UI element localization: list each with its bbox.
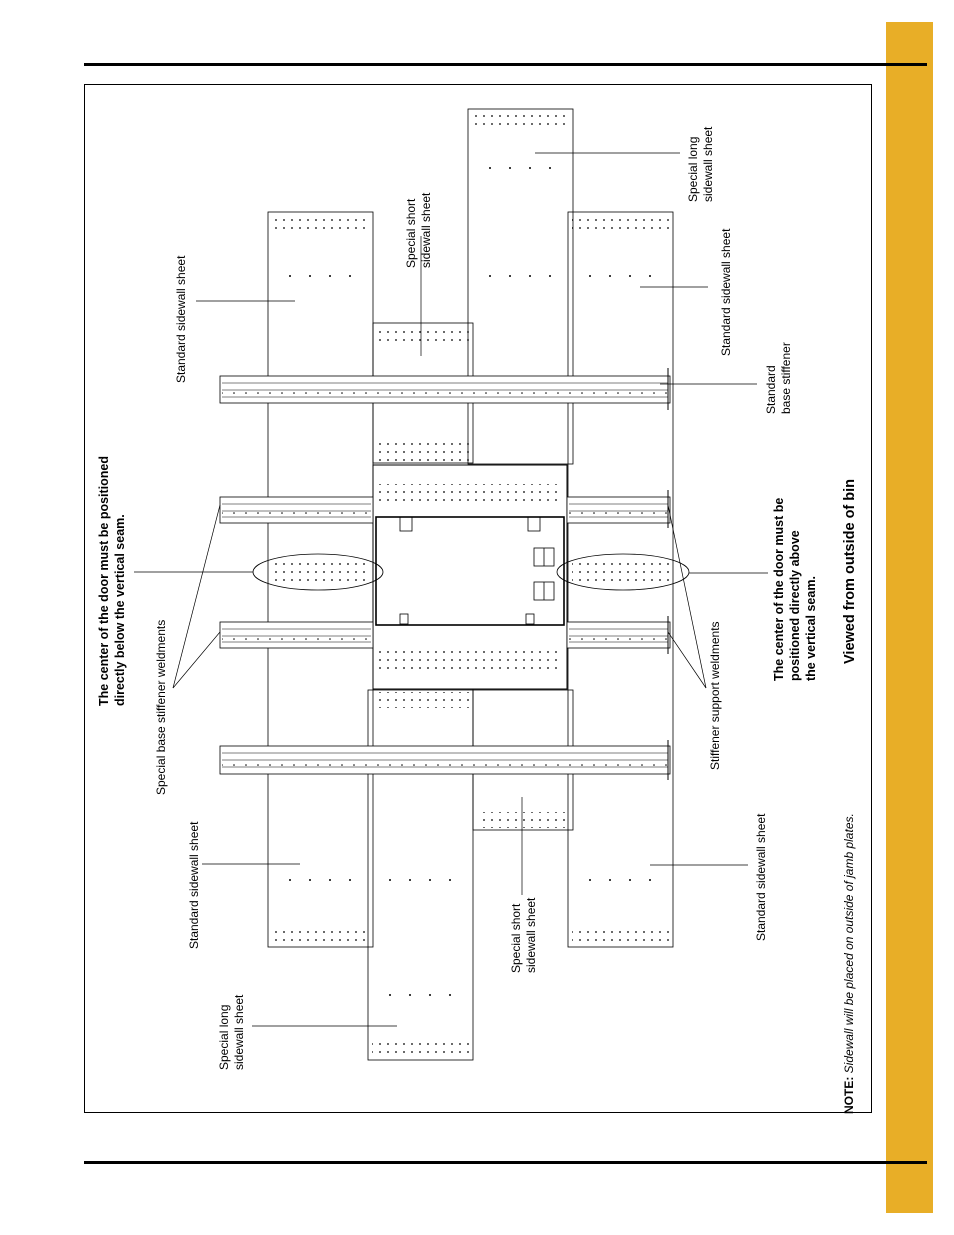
label-standard-sidewall-top-left: Standard sidewall sheet — [174, 255, 188, 383]
stiffener-support-lower — [567, 622, 670, 648]
label-standard-base-stiffener: Standard base stiffener — [764, 342, 793, 414]
label-special-long-bottom: Special long sidewall sheet — [217, 994, 246, 1070]
label-door-center-above: The center of the door must be positioned directly above the vertical seam. — [772, 497, 818, 681]
note-text: Sidewall will be placed on outside of jamb plates. — [842, 813, 856, 1077]
label-standard-sidewall-top-right: Standard sidewall sheet — [719, 228, 733, 356]
special-long-sidewall-sheet-top — [468, 109, 573, 464]
special-base-stiffener-lower — [220, 622, 373, 648]
label-viewed-from: Viewed from outside of bin — [842, 478, 858, 664]
label-standard-sidewall-bottom-right: Standard sidewall sheet — [754, 813, 768, 941]
label-stiffener-support-weldments: Stiffener support weldments — [708, 621, 722, 770]
special-long-sidewall-sheet-bottom — [368, 690, 473, 1060]
label-special-short-top: Special short sidewall sheet — [404, 192, 433, 268]
label-special-base-stiffener-weldments: Special base stiffener weldments — [154, 619, 168, 795]
label-special-short-bottom: Special short sidewall sheet — [509, 897, 538, 973]
stiffener-support-upper — [567, 497, 670, 523]
label-door-center-below: The center of the door must be positioned directly below the vertical seam. — [97, 455, 127, 706]
standard-base-stiffener-top — [220, 376, 670, 403]
note — [842, 813, 857, 1114]
special-base-stiffener-upper — [220, 497, 373, 523]
note-prefix: NOTE: — [842, 1076, 856, 1114]
label-special-long-top: Special long sidewall sheet — [686, 126, 715, 202]
label-standard-sidewall-bottom-left: Standard sidewall sheet — [187, 821, 201, 949]
